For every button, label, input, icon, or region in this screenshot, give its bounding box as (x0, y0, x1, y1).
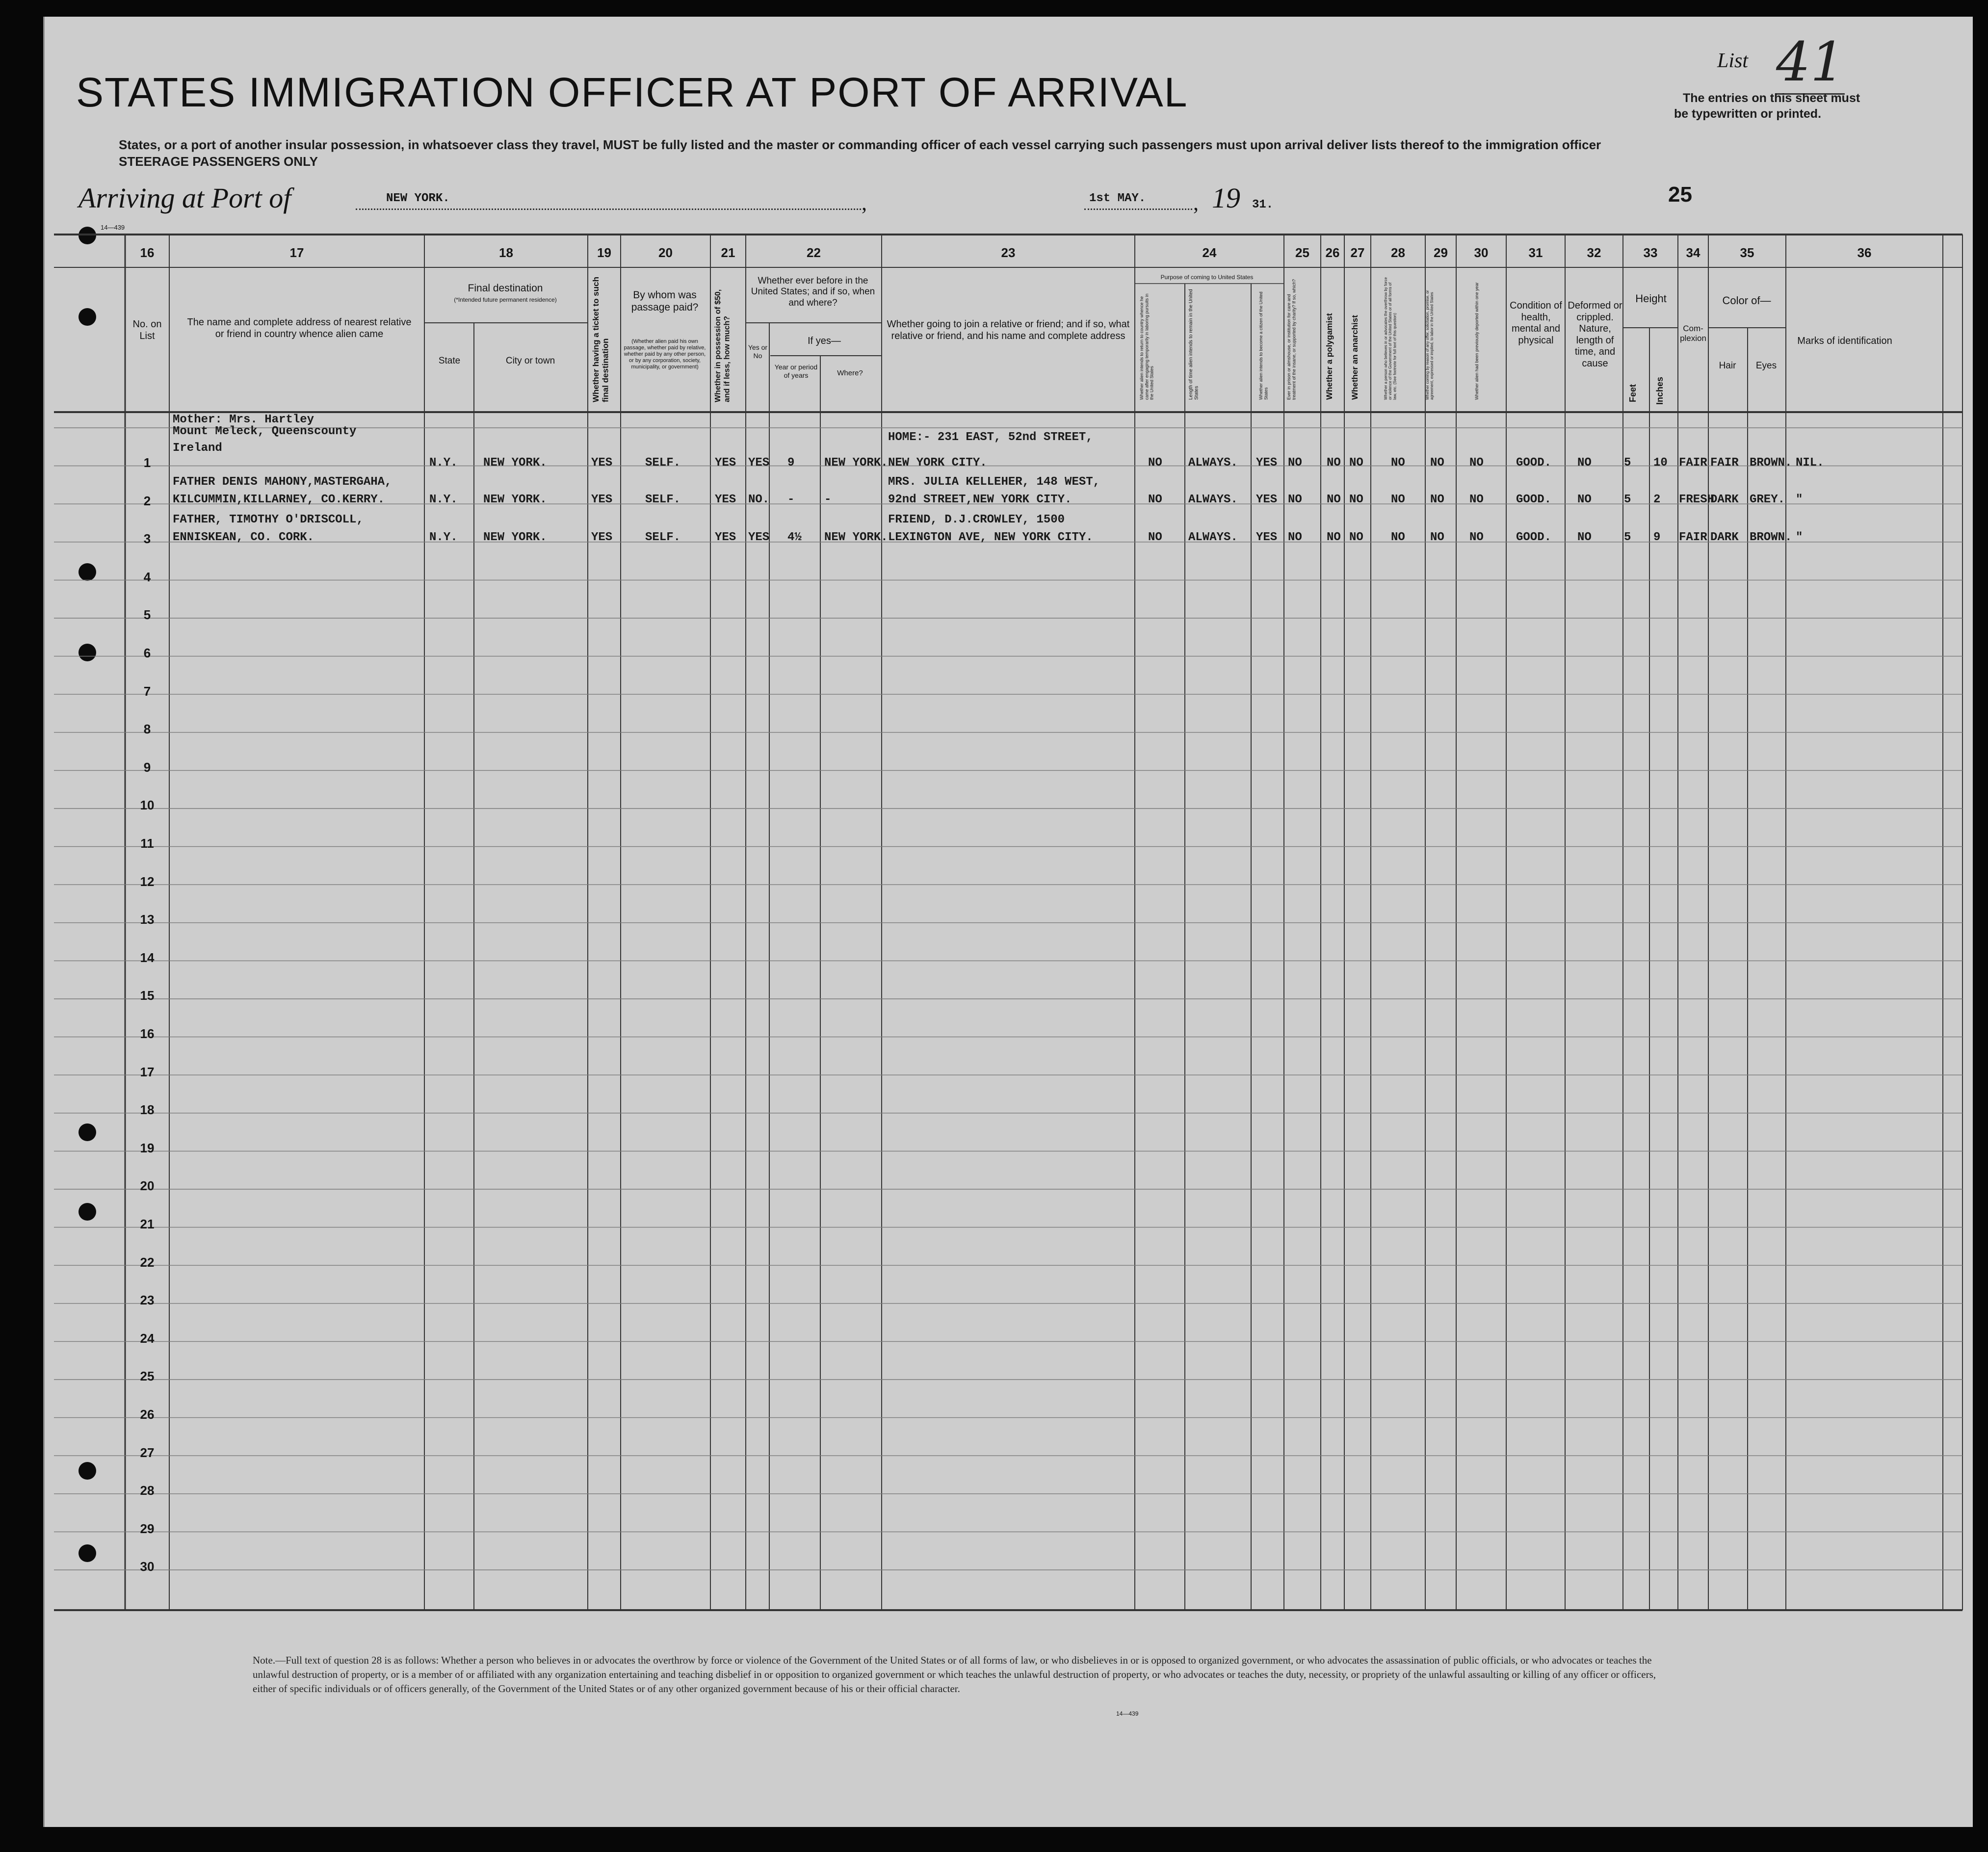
row-number: 18 (140, 1102, 155, 1118)
header-col29: Whether coming by reason of any offer, solicitation, promise, or agreement, expressed or implied, to labor in the United States (1425, 290, 1435, 400)
hair-cell: DARK (1710, 531, 1739, 544)
header-year-period: Year or period of years (774, 363, 818, 379)
column-number: 33 (1643, 245, 1658, 260)
column-number: 18 (499, 245, 513, 260)
column-number: 23 (1001, 245, 1016, 260)
port-value: NEW YORK. (386, 192, 450, 205)
city-cell: NEW YORK. (483, 456, 547, 470)
row-number: 12 (140, 874, 155, 889)
header-join-relative: Whether going to join a relative or friend; and if so, what relative or friend, and his name and complete address (887, 319, 1130, 341)
column-number: 20 (658, 245, 673, 260)
row-number: 17 (140, 1064, 155, 1079)
header-hair: Hair (1719, 361, 1736, 371)
health-cell: GOOD. (1516, 493, 1552, 506)
row-number: 15 (140, 988, 155, 1003)
col25-cell: NO (1288, 493, 1302, 506)
ticket-cell: YES (591, 456, 613, 470)
hair-cell: FAIR (1710, 456, 1739, 470)
complexion-cell: FRESH (1679, 493, 1715, 506)
row-number: 2 (143, 493, 151, 508)
passage-paid-cell: SELF. (645, 456, 681, 470)
row-number: 22 (140, 1254, 155, 1270)
header-ticket: Whether having a ticket to such final destination (591, 277, 610, 402)
col25-cell: NO (1288, 531, 1302, 544)
row-number: 24 (140, 1330, 155, 1346)
possession-cell: YES (715, 456, 736, 470)
marks-cell: " (1796, 531, 1803, 544)
feet-cell: 5 (1624, 531, 1631, 544)
col26-cell: NO (1327, 531, 1341, 544)
citizen-cell: YES (1256, 531, 1278, 544)
column-number: 27 (1350, 245, 1365, 260)
citizen-cell: YES (1256, 456, 1278, 470)
header-deformed: Deformed or crippled. Nature, length of time, and cause (1568, 300, 1622, 369)
inches-cell: 2 (1653, 493, 1661, 506)
header-passage-paid-note: (Whether alien paid his own passage, whether paid by relative, whether paid by any other person, or by any corporation, society, municipality, or government) (624, 339, 706, 370)
entries-note-2: be typewritten or printed. (1674, 107, 1822, 121)
row-number: 26 (140, 1407, 155, 1422)
column-number: 30 (1474, 245, 1489, 260)
col30-cell: NO (1469, 493, 1484, 506)
list-label: List (1717, 50, 1749, 72)
join-relative-cell: 92nd STREET,NEW YORK CITY. (888, 493, 1072, 506)
health-cell: GOOD. (1516, 456, 1552, 470)
row-number: 1 (143, 455, 151, 470)
col28-cell: NO (1391, 493, 1405, 506)
header-purpose-length: Length of time alien intends to remain in the United States (1188, 289, 1200, 400)
column-number: 19 (597, 245, 611, 260)
col26-cell: NO (1327, 456, 1341, 470)
ever-before-cell: YES (748, 456, 770, 470)
column-number: 36 (1857, 245, 1872, 260)
row-number: 16 (140, 1026, 155, 1041)
join-relative-cell: HOME:- 231 EAST, 52nd STREET, (888, 431, 1093, 444)
city-cell: NEW YORK. (483, 493, 547, 506)
inches-cell: 10 (1653, 456, 1668, 470)
page-title: STATES IMMIGRATION OFFICER AT PORT OF ARRIVAL (76, 69, 1188, 115)
header-yes-or-no: Yes or No (748, 343, 768, 360)
length-of-stay-cell: ALWAYS. (1188, 493, 1238, 506)
entries-note: The entries on this sheet must (1683, 91, 1860, 105)
length-of-stay-cell: ALWAYS. (1188, 456, 1238, 470)
column-number: 32 (1587, 245, 1601, 260)
col29-cell: NO (1430, 456, 1444, 470)
join-relative-cell: LEXINGTON AVE, NEW YORK CITY. (888, 531, 1093, 544)
column-number: 29 (1434, 245, 1448, 260)
length-of-stay-cell: ALWAYS. (1188, 531, 1238, 544)
header-passage-paid: By whom was passage paid? (631, 289, 699, 313)
possession-cell: YES (715, 493, 736, 506)
header-health: Condition of health, mental and physical (1510, 300, 1562, 346)
ticket-cell: YES (591, 493, 613, 506)
list-number: 41 (1776, 30, 1845, 95)
relative-address: Mount Meleck, Queenscounty (173, 425, 357, 438)
deformed-cell: NO (1577, 531, 1592, 544)
relative-address: KILCUMMIN,KILLARNEY, CO.KERRY. (173, 493, 385, 506)
comma: , (1193, 191, 1199, 215)
year-prefix: 19 (1212, 182, 1240, 214)
join-relative-cell: NEW YORK CITY. (888, 456, 987, 470)
footnote: Note.—Full text of question 28 is as follows: Whether a person who believes in or advocates the overthrow by force or violence of the Government of the United States or of all forms of law, or who disbelieves in or is opposed to organized government, or who advocates the assassination of public officials, or who advocates or teaches the unlawful destruction of property, or is a member of or affiliated with any organization entertaining and teaching disbelief in or opposition to organized government or which teaches the unlawful destruction of property, or who advocates or teaches the duty, necessity, or propriety of the unlawful assaulting or killing of any officer or officers, either of specific individuals or of officers generally, of the Government of the United States or of any other organized government because of his or their official character. (253, 1654, 1656, 1695)
relative-address: FATHER DENIS MAHONY,MASTERGAHA, (173, 475, 392, 489)
row-number: 25 (140, 1369, 155, 1384)
header-if-yes: If yes— (808, 336, 841, 346)
header-inches: Inches (1655, 376, 1665, 405)
col27-cell: NO (1349, 456, 1363, 470)
header-complexion: Com-plexion (1680, 324, 1706, 343)
header-ever-before: Whether ever before in the United States; and if so, when and where? (751, 276, 875, 308)
eyes-cell: BROWN. (1750, 456, 1792, 470)
column-number: 24 (1202, 245, 1217, 260)
row-number: 21 (140, 1217, 155, 1231)
col27-cell: NO (1349, 493, 1363, 506)
row-number: 27 (140, 1445, 155, 1460)
return-cell: NO (1148, 493, 1162, 506)
col30-cell: NO (1469, 531, 1484, 544)
row-number: 19 (140, 1140, 155, 1155)
column-number: 31 (1528, 245, 1543, 260)
col27-cell: NO (1349, 531, 1363, 544)
row-number: 3 (143, 531, 151, 547)
column-number: 26 (1325, 245, 1340, 260)
row-number: 14 (140, 950, 155, 965)
state-cell: N.Y. (429, 531, 458, 544)
footnote-code: 14—439 (1116, 1710, 1139, 1717)
header-color-of: Color of— (1722, 294, 1771, 307)
city-cell: NEW YORK. (483, 531, 547, 544)
arriving-label: Arriving at Port of (78, 182, 291, 214)
column-number: 22 (807, 245, 821, 260)
relative-address: Mother: Mrs. Hartley (173, 413, 314, 426)
col25-cell: NO (1288, 456, 1302, 470)
state-cell: N.Y. (429, 493, 458, 506)
row-number: 7 (143, 683, 151, 699)
row-number: 11 (140, 836, 154, 851)
relative-address: ENNISKEAN, CO. CORK. (173, 531, 314, 544)
relative-address: FATHER, TIMOTHY O'DRISCOLL, (173, 513, 364, 526)
column-number: 21 (721, 245, 735, 260)
header-no-on-list: No. on List (132, 319, 162, 341)
header-state: State (438, 356, 461, 366)
feet-cell: 5 (1624, 456, 1631, 470)
row-number: 4 (143, 569, 151, 584)
where-cell: NEW YORK. (824, 456, 888, 470)
col29-cell: NO (1430, 531, 1444, 544)
row-number: 9 (143, 759, 151, 775)
col30-cell: NO (1469, 456, 1484, 470)
complexion-cell: FAIR (1679, 456, 1707, 470)
complexion-cell: FAIR (1679, 531, 1707, 544)
citizen-cell: YES (1256, 493, 1278, 506)
row-number: 8 (143, 722, 151, 737)
row-number: 5 (143, 607, 151, 623)
col28-cell: NO (1391, 531, 1405, 544)
header-possession-50: Whether in possession of $50, and if less, how much? (714, 289, 732, 402)
row-number: 6 (143, 646, 151, 660)
row-number: 28 (140, 1483, 155, 1498)
deformed-cell: NO (1577, 456, 1592, 470)
passage-paid-cell: SELF. (645, 493, 681, 506)
health-cell: GOOD. (1516, 531, 1552, 544)
header-eyes: Eyes (1755, 361, 1777, 371)
column-number: 34 (1686, 245, 1700, 260)
years-cell: 9 (787, 456, 795, 470)
join-relative-cell: MRS. JULIA KELLEHER, 148 WEST, (888, 475, 1100, 489)
years-cell: 4½ (787, 531, 802, 544)
date-value: 1st MAY. (1089, 192, 1146, 205)
row-number: 23 (140, 1293, 155, 1308)
header-purpose: Purpose of coming to United States (1160, 274, 1254, 281)
header-city: City or town (505, 356, 555, 366)
header-purpose-return: Whether alien intends to return to country whence he came after engaging temporarily in laboring pursuits in the United States (1139, 293, 1154, 400)
year-suffix: 31. (1252, 198, 1274, 211)
ever-before-cell: NO. (748, 493, 770, 506)
possession-cell: YES (715, 531, 736, 544)
ticket-cell: YES (591, 531, 613, 544)
relative-address: Ireland (173, 442, 222, 455)
column-number: 25 (1295, 245, 1309, 260)
where-cell: NEW YORK. (824, 531, 888, 544)
hair-cell: DARK (1710, 493, 1739, 506)
inches-cell: 9 (1653, 531, 1661, 544)
header-col25: Ever in prison or almshouse, or institution for care and treatment of the insane, or supported by charity? If so, which? (1286, 279, 1297, 400)
state-cell: N.Y. (429, 456, 458, 470)
header-col26: Whether a polygamist (1325, 313, 1334, 400)
row-number: 10 (140, 798, 155, 813)
header-where: Where? (837, 369, 863, 377)
header-col27: Whether an anarchist (1350, 315, 1360, 400)
header-col28: Whether a person who believes in or advocates the overthrow by force or violence of the Government of the United States or of all forms of law, etc. (See footnote for full text of this question) (1384, 277, 1397, 400)
col29-cell: NO (1430, 493, 1444, 506)
row-number: 13 (140, 912, 155, 927)
eyes-cell: BROWN. (1750, 531, 1792, 544)
passage-paid-cell: SELF. (645, 531, 681, 544)
header-final-destination-note: (*Intended future permanent residence) (454, 296, 557, 303)
eyes-cell: GREY. (1750, 493, 1785, 506)
header-marks: Marks of identification (1797, 336, 1892, 346)
marks-cell: " (1796, 493, 1803, 506)
marks-cell: NIL. (1796, 456, 1824, 470)
column-number: 28 (1391, 245, 1405, 260)
where-cell: - (824, 493, 832, 506)
sheet-number: 25 (1668, 183, 1692, 207)
join-relative-cell: FRIEND, D.J.CROWLEY, 1500 (888, 513, 1065, 526)
form-code: 14—439 (101, 224, 125, 231)
row-number: 20 (140, 1178, 155, 1194)
deformed-cell: NO (1577, 493, 1592, 506)
column-number: 35 (1740, 245, 1754, 260)
header-final-destination: Final destination (468, 283, 543, 294)
header-feet: Feet (1628, 384, 1638, 402)
column-number: 16 (140, 245, 155, 260)
return-cell: NO (1148, 456, 1162, 470)
row-number: 30 (140, 1559, 155, 1574)
years-cell: - (787, 493, 795, 506)
column-number: 17 (289, 245, 304, 260)
return-cell: NO (1148, 531, 1162, 544)
header-purpose-citizen: Whether alien intends to become a citizen of the United States (1258, 291, 1269, 400)
header-col30: Whether alien had been previously deported within one year (1474, 282, 1479, 400)
col28-cell: NO (1391, 456, 1405, 470)
subtitle: States, or a port of another insular possession, in whatsoever class they travel, MUST be fully listed and the master or commanding officer of each vessel carrying such passengers must upon arrival deliver lists thereof to the immigration officer (119, 137, 1601, 152)
col26-cell: NO (1327, 493, 1341, 506)
row-number: 29 (140, 1521, 155, 1536)
feet-cell: 5 (1624, 493, 1631, 506)
header-height: Height (1635, 292, 1667, 305)
comma: , (862, 191, 867, 215)
ever-before-cell: YES (748, 531, 770, 544)
steerage-label: STEERAGE PASSENGERS ONLY (119, 154, 318, 169)
header-relative-address: The name and complete address of nearest relative or friend in country whence alien came (187, 317, 412, 339)
